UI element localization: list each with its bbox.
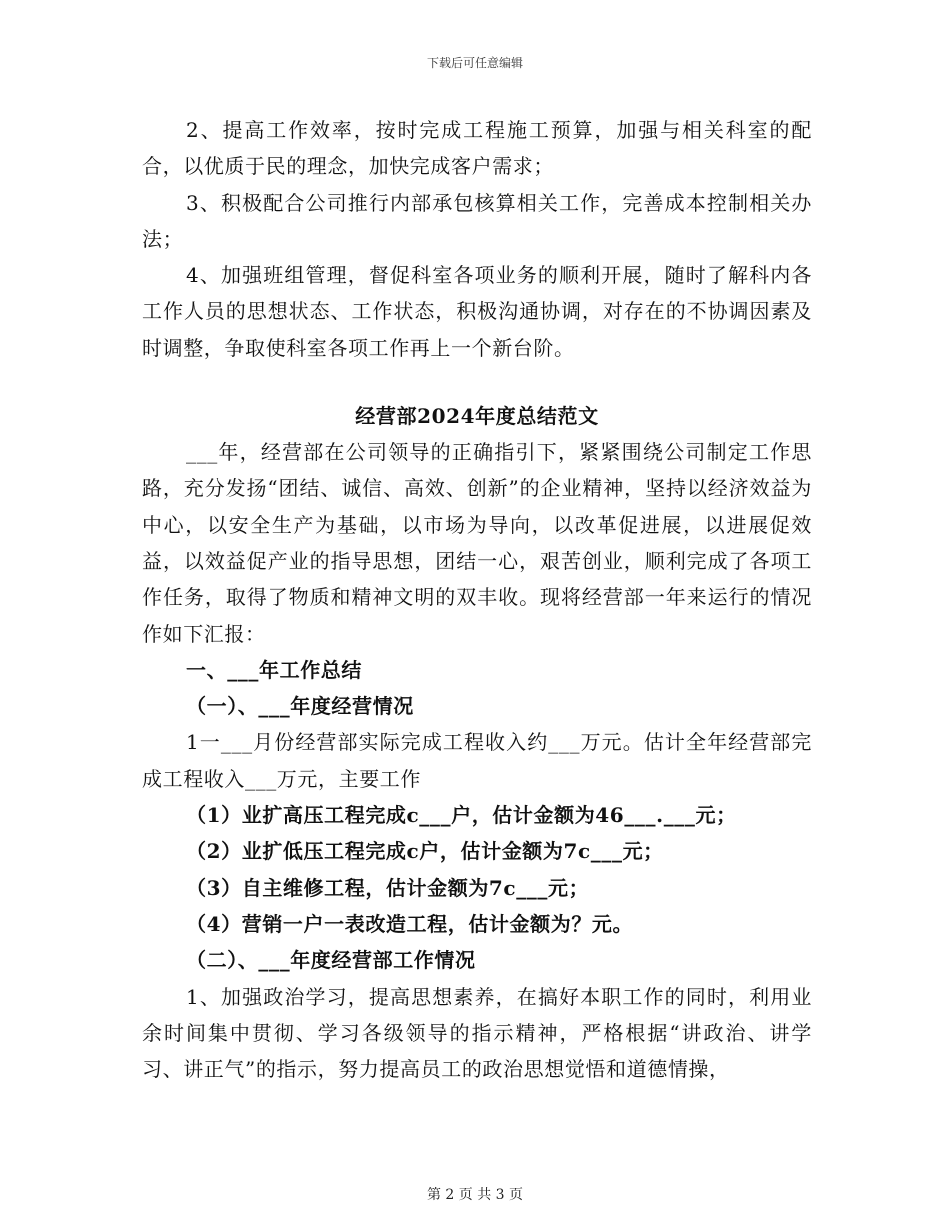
revenue-paragraph: 1一___月份经营部实际完成工程收入约___万元。估计全年经营部完成工程收入___万元，主要工作 (142, 730, 812, 791)
page-header: 下载后可任意编辑 (426, 56, 523, 70)
list-item: （1）业扩高压工程完成c___户，估计金额为46___.___元； (186, 803, 737, 828)
section-title: 经营部2024年度总结范文 (355, 404, 599, 429)
paragraph-item-3: 3、积极配合公司推行内部承包核算相关工作，完善成本控制相关办法； (142, 190, 812, 251)
paragraph-item-2: 2、提高工作效率，按时完成工程施工预算，加强与相关科室的配合，以优质于民的理念，加快完成客户需求； (142, 118, 812, 179)
heading-work-status: （二）、___年度经营部工作情况 (186, 948, 476, 973)
list-item: （2）业扩低压工程完成c户，估计金额为7c___元； (186, 839, 664, 864)
heading-operations: （一）、___年度经营情况 (186, 694, 414, 719)
list-item: （4）营销一户一表改造工程，估计金额为？元。 (186, 911, 634, 936)
intro-paragraph: ___年，经营部在公司领导的正确指引下，紧紧围绕公司制定工作思路，充分发扬“团结、诚信、高效、创新”的企业精神，坚持以经济效益为中心，以安全生产为基础，以市场为导向，以改革促进展，以进展促效益，以效益促产业的指导思想，团结一心，艰苦创业，顺利完成了各项工作任务，取得了物质和精神文明的双丰收。现将经营部一年来运行的情况作如下汇报： (142, 440, 812, 646)
page-footer: 第 2 页 共 3 页 (426, 1187, 524, 1203)
document-body (142, 112, 812, 1087)
heading-work-summary: 一、___年工作总结 (186, 657, 362, 682)
work-paragraph-1: 1、加强政治学习，提高思想素养，在搞好本职工作的同时，利用业余时间集中贯彻、学习各级领导的指示精神，严格根据“讲政治、讲学习、讲正气”的指示，努力提高员工的政治思想觉悟和道德情操， (142, 984, 812, 1082)
list-item: （3）自主维修工程，估计金额为7c___元； (186, 875, 590, 900)
paragraph-item-4: 4、加强班组管理，督促科室各项业务的顺利开展，随时了解科内各工作人员的思想状态、工作状态，积极沟通协调，对存在的不协调因素及时调整，争取使科室各项工作再上一个新台阶。 (142, 263, 812, 360)
